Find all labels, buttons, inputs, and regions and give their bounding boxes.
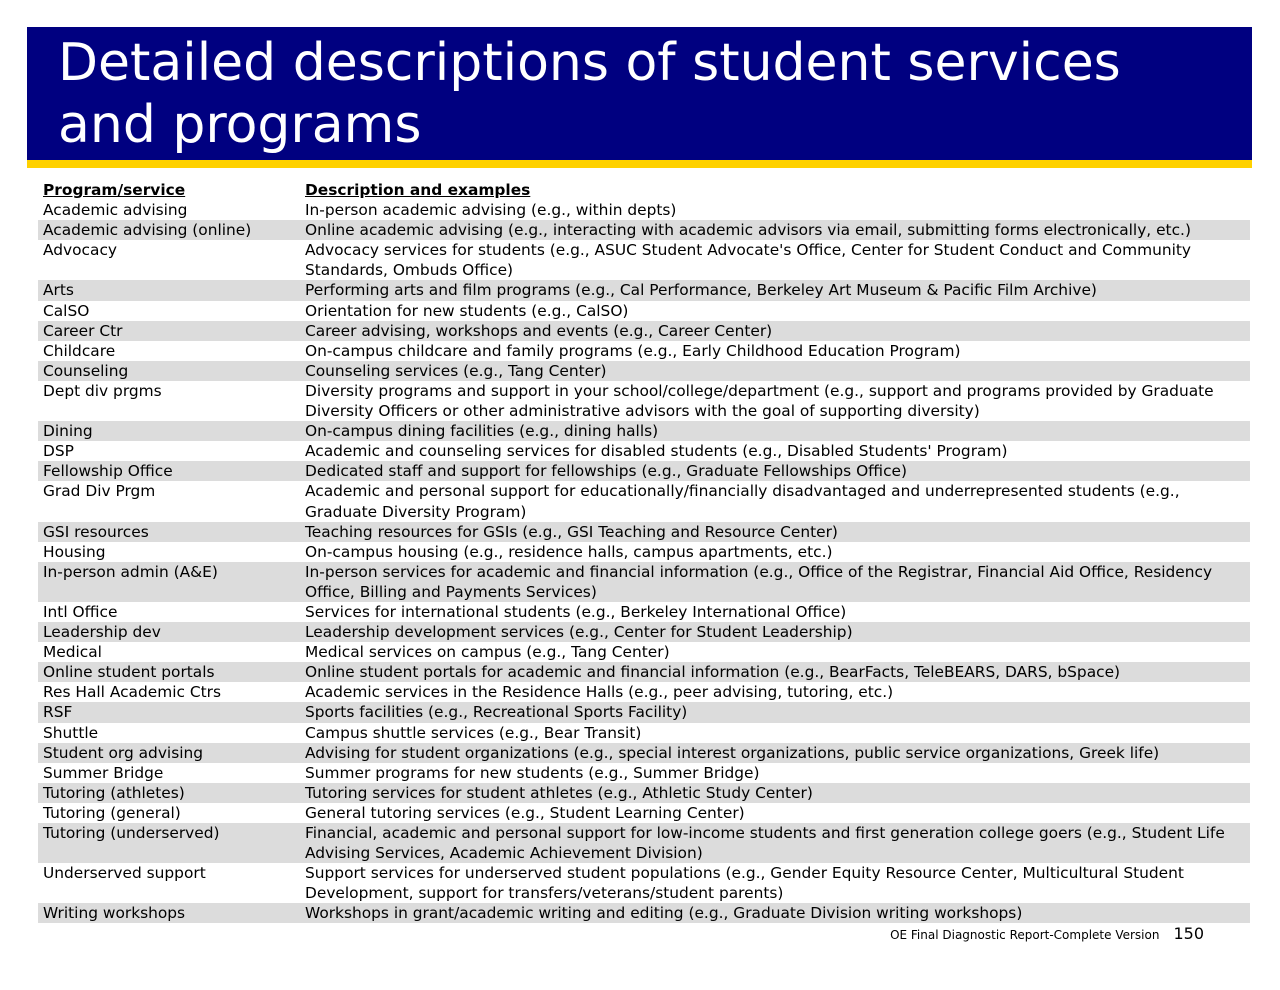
program-service-cell: Academic advising (online) — [43, 221, 252, 240]
program-service-cell: Academic advising — [43, 201, 188, 220]
table-row — [38, 441, 1250, 461]
program-service-cell: Arts — [43, 281, 74, 300]
program-service-cell: Res Hall Academic Ctrs — [43, 683, 221, 702]
table-row — [38, 280, 1250, 300]
table-row — [38, 642, 1250, 662]
description-cell: Leadership development services (e.g., Center for Student Leadership) — [305, 623, 853, 642]
program-service-cell: Fellowship Office — [43, 462, 173, 481]
table-row — [38, 481, 1250, 521]
table-row — [38, 562, 1250, 602]
table-row — [38, 622, 1250, 642]
description-cell: Teaching resources for GSIs (e.g., GSI Teaching and Resource Center) — [305, 522, 838, 541]
program-service-cell: Counseling — [43, 361, 129, 380]
table-row — [38, 361, 1250, 381]
description-cell: Online student portals for academic and financial information (e.g., BearFacts, TeleBEARS, DARS, bSpace) — [305, 663, 1121, 682]
program-service-cell: DSP — [43, 442, 74, 461]
description-cell: Medical services on campus (e.g., Tang Center) — [305, 643, 670, 662]
footer-label: OE Final Diagnostic Report-Complete Version — [890, 928, 1160, 942]
description-cell: On-campus childcare and family programs (e.g., Early Childhood Education Program) — [305, 341, 961, 360]
program-service-cell: Medical — [43, 643, 102, 662]
program-service-cell: Writing workshops — [43, 904, 186, 923]
description-cell: Online academic advising (e.g., interacting with academic advisors via email, submitting forms electronically, etc.) — [305, 221, 1191, 240]
program-service-cell: Student org advising — [43, 743, 204, 762]
table-row — [38, 341, 1250, 361]
table-row — [38, 220, 1250, 240]
program-service-cell: Dining — [43, 422, 93, 441]
program-service-cell: Intl Office — [43, 602, 118, 621]
page-number: 150 — [1173, 924, 1204, 943]
table-row — [38, 200, 1250, 220]
description-cell: In-person services for academic and financial information (e.g., Office of the Registrar, Financial Aid Office, Residency Office, Billing and Payments Services) — [305, 562, 1213, 601]
table-row — [38, 702, 1250, 722]
table-row — [38, 803, 1250, 823]
program-service-cell: Summer Bridge — [43, 763, 164, 782]
program-service-cell: Shuttle — [43, 723, 99, 742]
description-cell: Financial, academic and personal support for low-income students and first generation college goers (e.g., Student Life Advising Services, Academic Achievement Division) — [305, 824, 1225, 863]
program-service-cell: Advocacy — [43, 241, 118, 260]
table-row — [38, 783, 1250, 803]
description-cell: Orientation for new students (e.g., CalSO) — [305, 301, 629, 320]
description-cell: Academic and personal support for educationally/financially disadvantaged and underrepresented students (e.g., Graduate Diversity Program) — [305, 482, 1180, 521]
table-row — [38, 662, 1250, 682]
description-cell: Campus shuttle services (e.g., Bear Transit) — [305, 723, 642, 742]
description-cell: Performing arts and film programs (e.g., Cal Performance, Berkeley Art Museum & Pacific Film Archive) — [305, 281, 1097, 300]
description-cell: Support services for underserved student populations (e.g., Gender Equity Resource Center, Multicultural Student Development, support for transfers/veterans/student parents) — [305, 864, 1184, 903]
description-cell: Academic services in the Residence Halls (e.g., peer advising, tutoring, etc.) — [305, 683, 894, 702]
description-cell: Career advising, workshops and events (e.g., Career Center) — [305, 321, 773, 340]
page-title: Detailed descriptions of student services and programs — [58, 33, 1121, 155]
table-row — [38, 421, 1250, 441]
program-service-cell: Grad Div Prgm — [43, 482, 156, 501]
description-cell: Diversity programs and support in your school/college/department (e.g., support and programs provided by Graduate Diversity Officers or other administrative advisors with the goal of supporting diversity) — [305, 381, 1214, 421]
description-cell: Advocacy services for students (e.g., ASUC Student Advocate's Office, Center for Student Conduct and Community Standards, Ombuds Office) — [305, 241, 1192, 280]
table-row — [38, 522, 1250, 542]
description-cell: Sports facilities (e.g., Recreational Sports Facility) — [305, 703, 688, 722]
table-row — [38, 823, 1250, 863]
description-cell: General tutoring services (e.g., Student Learning Center) — [305, 803, 745, 822]
table-row — [38, 602, 1250, 622]
footer — [890, 924, 1204, 943]
program-service-cell: Dept div prgms — [43, 381, 162, 400]
table-row — [38, 461, 1250, 481]
table-row — [38, 723, 1250, 743]
table-body — [38, 200, 1250, 923]
table-row — [38, 301, 1250, 321]
table-row — [38, 542, 1250, 562]
program-service-cell: Career Ctr — [43, 321, 123, 340]
description-cell: Summer programs for new students (e.g., Summer Bridge) — [305, 763, 760, 782]
table-row — [38, 321, 1250, 341]
program-service-cell: Online student portals — [43, 663, 215, 682]
header-program-service: Program/service — [43, 181, 186, 199]
program-service-cell: Tutoring (underserved) — [43, 824, 220, 842]
description-cell: Advising for student organizations (e.g., special interest organizations, public service organizations, Greek life) — [305, 743, 1160, 762]
program-service-cell: CalSO — [43, 301, 90, 320]
description-cell: On-campus housing (e.g., residence halls, campus apartments, etc.) — [305, 542, 833, 561]
program-service-cell: RSF — [43, 703, 73, 722]
table-row — [38, 240, 1250, 280]
program-service-cell: Tutoring (general) — [43, 803, 181, 822]
description-cell: Tutoring services for student athletes (e.g., Athletic Study Center) — [305, 783, 813, 802]
description-cell: Counseling services (e.g., Tang Center) — [305, 361, 607, 380]
description-cell: On-campus dining facilities (e.g., dining halls) — [305, 422, 659, 441]
description-cell: Workshops in grant/academic writing and editing (e.g., Graduate Division writing workshops) — [305, 904, 1023, 923]
table-header-row — [38, 180, 1250, 200]
program-service-cell: Housing — [43, 542, 106, 561]
table-row — [38, 763, 1250, 783]
description-cell: In-person academic advising (e.g., within depts) — [305, 201, 677, 220]
program-service-cell: GSI resources — [43, 522, 149, 541]
table-row — [38, 903, 1250, 923]
services-table — [38, 180, 1250, 923]
table-row — [38, 381, 1250, 421]
table-row — [38, 682, 1250, 702]
description-cell: Academic and counseling services for disabled students (e.g., Disabled Students' Program) — [305, 442, 1008, 461]
program-service-cell: Childcare — [43, 341, 116, 360]
program-service-cell: Leadership dev — [43, 623, 161, 642]
program-service-cell: Underserved support — [43, 864, 206, 883]
program-service-cell: Tutoring (athletes) — [43, 783, 185, 802]
program-service-cell: In-person admin (A&E) — [43, 562, 218, 581]
title-divider — [27, 160, 1252, 168]
description-cell: Services for international students (e.g., Berkeley International Office) — [305, 602, 847, 621]
header-description: Description and examples — [305, 181, 531, 199]
table-row — [38, 743, 1250, 763]
description-cell: Dedicated staff and support for fellowships (e.g., Graduate Fellowships Office) — [305, 462, 908, 481]
table-row — [38, 863, 1250, 903]
